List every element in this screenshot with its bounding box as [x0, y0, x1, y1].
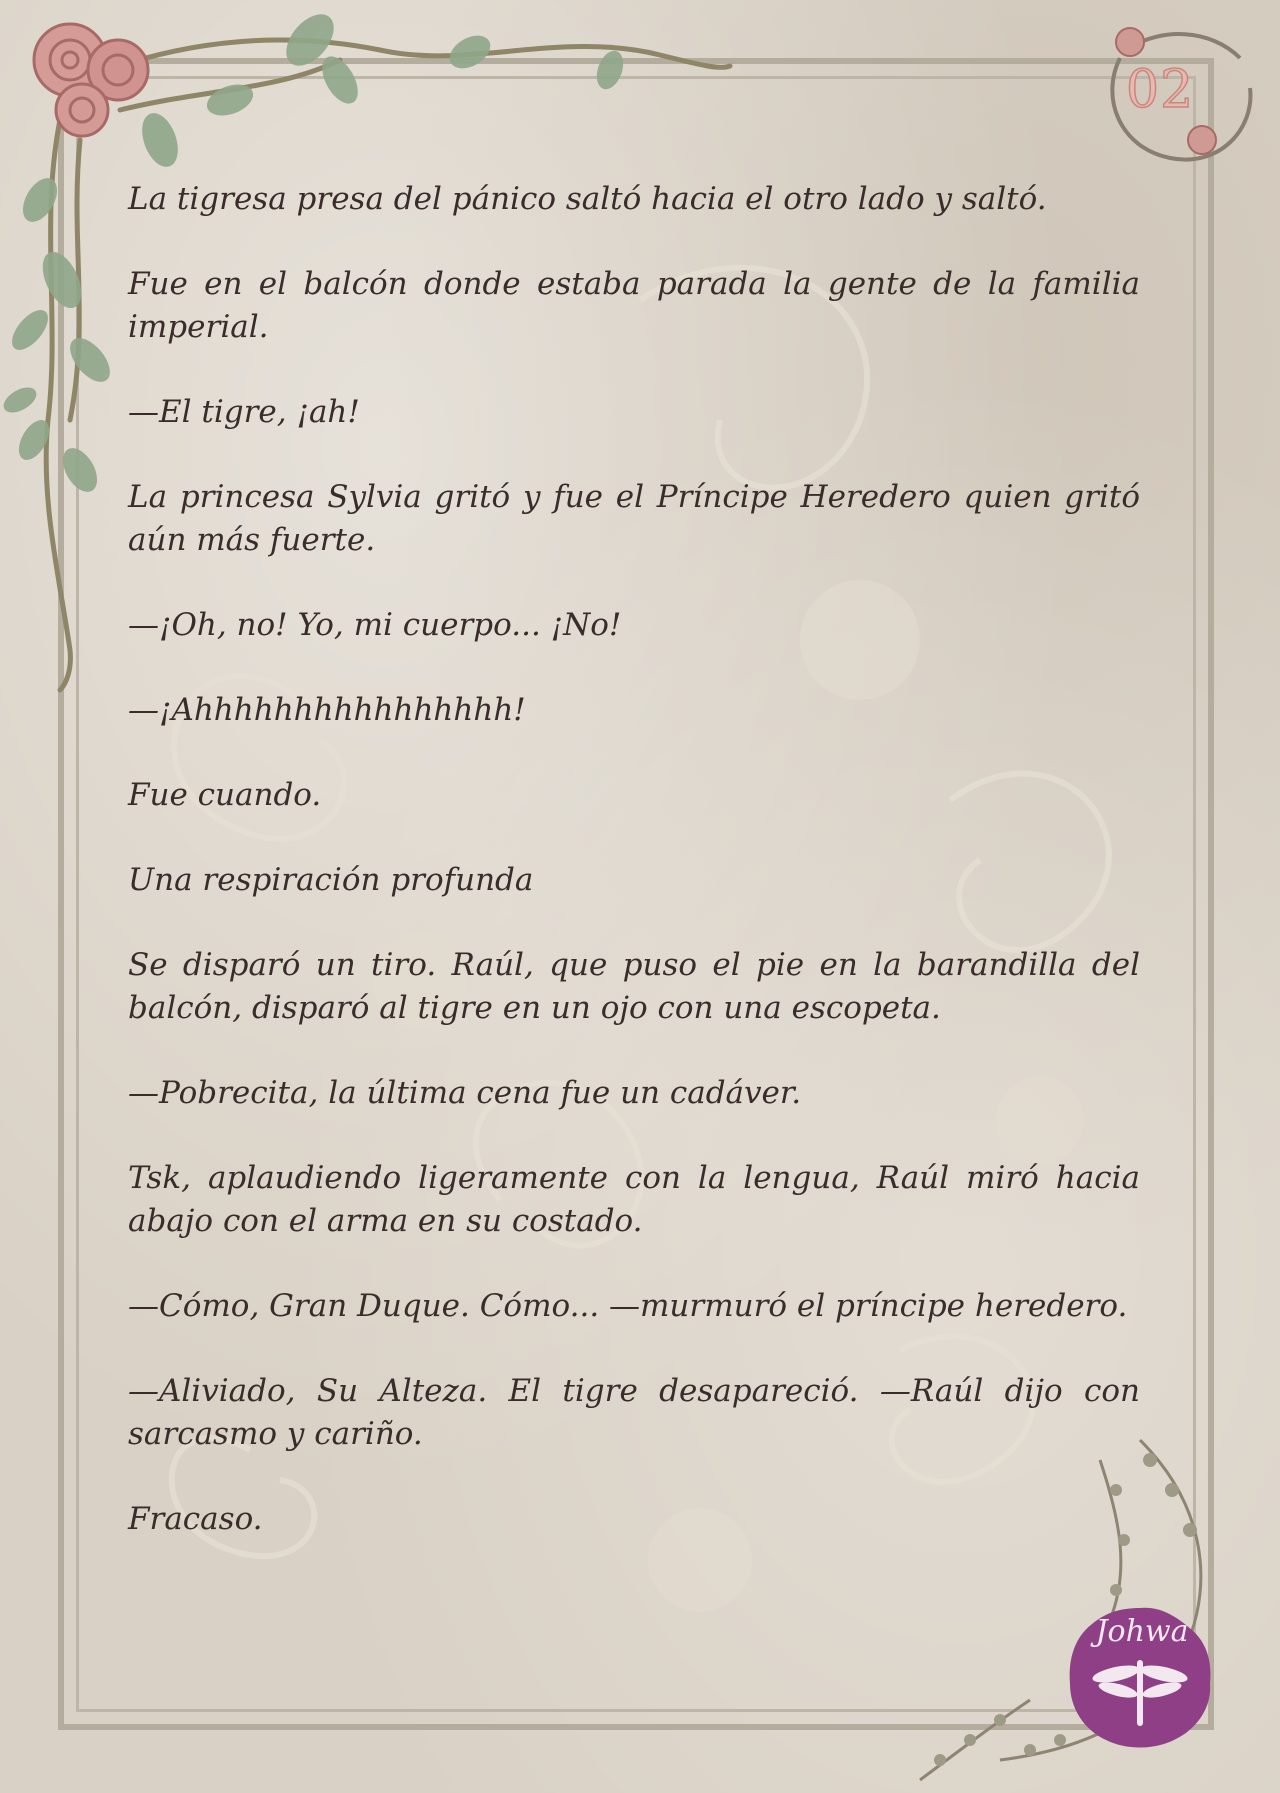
paragraph: —Pobrecita, la última cena fue un cadáver. [128, 1075, 802, 1111]
paragraph: —Aliviado, Su Alteza. El tigre desapareció. —Raúl dijo con sarcasmo y cariño. [128, 1373, 1140, 1452]
paragraph: —El tigre, ¡ah! [128, 394, 360, 430]
paragraph: Se disparó un tiro. Raúl, que puso el pie en la barandilla del balcón, disparó al tigre en un ojo con una escopeta. [128, 947, 1140, 1026]
paragraph: Fue cuando. [128, 777, 322, 813]
paragraph: La tigresa presa del pánico saltó hacia el otro lado y saltó. [128, 181, 1047, 217]
story-text [128, 178, 1140, 1583]
logo-text: Johwa [1095, 1614, 1189, 1649]
paragraph: —Cómo, Gran Duque. Cómo... —murmuró el príncipe heredero. [128, 1288, 1128, 1324]
paragraph: Tsk, aplaudiendo ligeramente con la lengua, Raúl miró hacia abajo con el arma en su costado. [128, 1160, 1140, 1239]
paragraph: —¡Oh, no! Yo, mi cuerpo... ¡No! [128, 607, 622, 643]
paragraph: Una respiración profunda [128, 862, 534, 898]
paragraph: —¡Ahhhhhhhhhhhhhhhh! [128, 692, 526, 728]
paragraph: Fracaso. [128, 1501, 263, 1537]
paragraph: Fue en el balcón donde estaba parada la gente de la familia imperial. [128, 266, 1140, 345]
page-number: 02 [1126, 60, 1195, 120]
paragraph: La princesa Sylvia gritó y fue el Príncipe Heredero quien gritó aún más fuerte. [128, 479, 1140, 558]
